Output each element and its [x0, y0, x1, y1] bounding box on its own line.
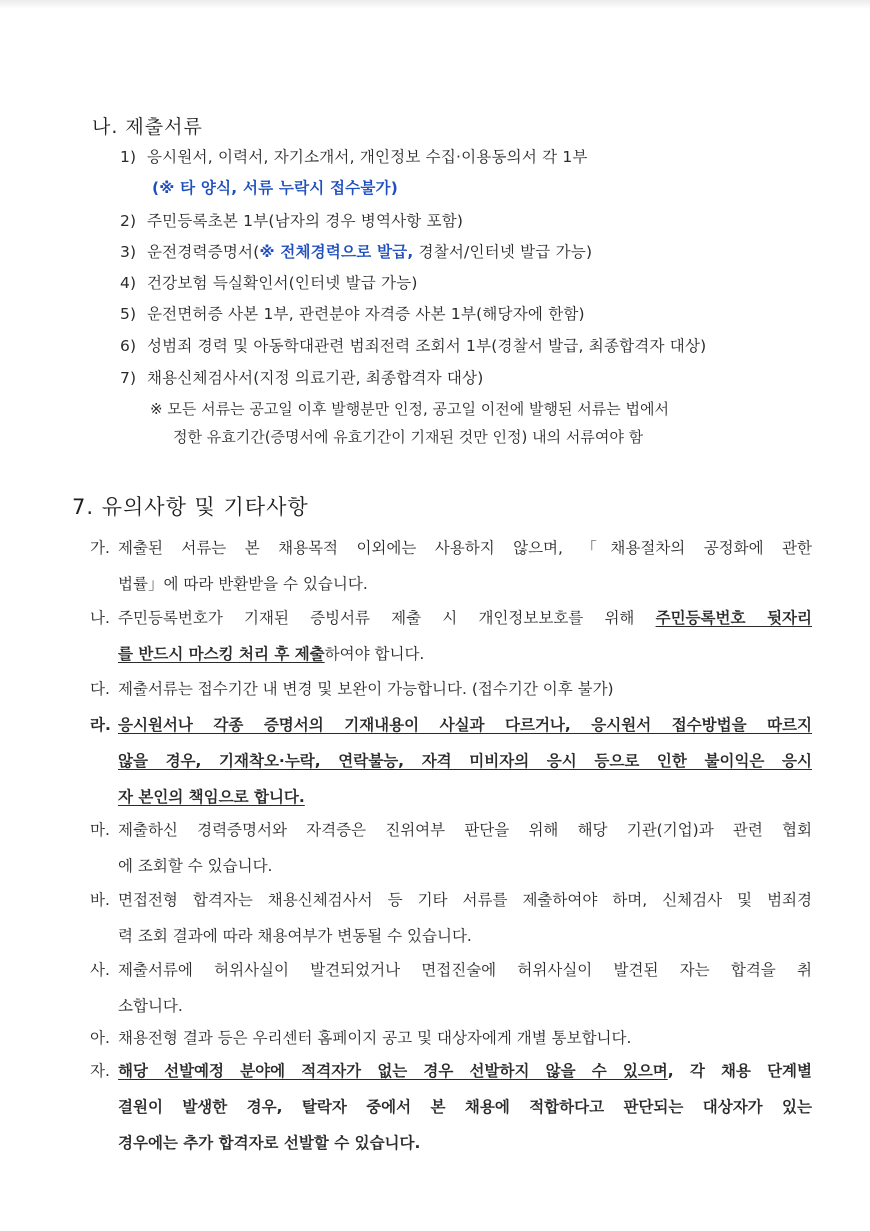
paragraph-da: 다. 제출서류는 접수기간 내 변경 및 보완이 가능합니다. (접수기간 이후 불가) — [90, 680, 614, 698]
paragraph-ja: 자. 해당 선발예정 분야에 적격자가 없는 경우 선발하지 않을 수 있으며, 각 채용 단계별 결원이 발생한 경우, 탈락자 중에서 본 채용에 적합하다고 판단되는 대상자가 있는 경우에는 추가 합격자로 선발할 수 있습니다. — [90, 1062, 812, 1152]
paragraph-sa: 사. 제출서류에 허위사실이 발견되었거나 면접진술에 허위사실이 발견된 자는 합격을 취 소합니다. — [90, 961, 812, 1015]
paragraph-ra: 라. 응시원서나 각종 증명서의 기재내용이 사실과 다르거나, 응시원서 접수방법을 따르지 않을 경우, 기재착오·누락, 연락불능, 자격 미비자의 응시 등으로 인한 불이익은 응시 자 본인의 책임으로 합니다. — [90, 716, 812, 806]
paragraph-ma: 마. 제출하신 경력증명서와 자격증은 진위여부 판단을 위해 해당 기관(기업)과 관련 협회 에 조회할 수 있습니다. — [90, 821, 812, 875]
list-item: 3) 운전경력증명서(※ 전체경력으로 발급, 경찰서/인터넷 발급 가능) — [120, 243, 593, 261]
paragraph-ba: 바. 면접전형 합격자는 채용신체검사서 등 기타 서류를 제출하여야 하며, 신체검사 및 범죄경 력 조회 결과에 따라 채용여부가 변동될 수 있습니다. — [90, 891, 812, 945]
blue-emphasis: ※ 전체경력으로 발급, — [259, 243, 414, 261]
validity-note-line2: 정한 유효기간(증명서에 유효기간이 기재된 것만 인정) 내의 서류여야 함 — [173, 428, 644, 446]
list-item: 1) 응시원서, 이력서, 자기소개서, 개인정보 수집·이용동의서 각 1부 — [120, 148, 588, 166]
list-item: 7) 채용신체검사서(지정 의료기관, 최종합격자 대상) — [120, 369, 484, 387]
paragraph-na: 나. 주민등록번호가 기재된 증빙서류 제출 시 개인정보보호를 위해 주민등록번호 뒷자리 를 반드시 마스킹 처리 후 제출하여야 합니다. — [90, 609, 813, 663]
list-item: 6) 성범죄 경력 및 아동학대관련 범죄전력 조회서 1부(경찰서 발급, 최종합격자 대상) — [120, 337, 707, 355]
section-title-submission-documents: 나. 제출서류 — [92, 116, 203, 138]
underlined-emphasis: 해당 선발예정 분야에 적격자가 없는 경우 선발하지 않을 수 있으며 — [118, 1062, 668, 1080]
underlined-emphasis: 주민등록번호 뒷자리 — [655, 609, 813, 627]
underlined-emphasis: 를 반드시 마스킹 처리 후 제출 — [118, 645, 325, 663]
list-item: 4) 건강보험 득실확인서(인터넷 발급 가능) — [120, 274, 418, 292]
paragraph-ga: 가. 제출된 서류는 본 채용목적 이외에는 사용하지 않으며, 「채용절차의 공정화에 관한 법률」에 따라 반환받을 수 있습니다. — [90, 539, 812, 593]
list-item: 2) 주민등록초본 1부(남자의 경우 병역사항 포함) — [120, 212, 464, 230]
blue-note-form-requirement: (※ 타 양식, 서류 누락시 접수불가) — [152, 179, 398, 197]
paragraph-a: 아. 채용전형 결과 등은 우리센터 홈페이지 공고 및 대상자에게 개별 통보합니다. — [90, 1029, 632, 1047]
validity-note-line1: ※ 모든 서류는 공고일 이후 발행분만 인정, 공고일 이전에 발행된 서류는 법에서 — [150, 400, 669, 418]
scan-top-band — [0, 0, 870, 9]
list-item: 5) 운전면허증 사본 1부, 관련분야 자격증 사본 1부(해당자에 한함) — [120, 305, 585, 323]
section-title-precautions: 7. 유의사항 및 기타사항 — [72, 495, 309, 519]
